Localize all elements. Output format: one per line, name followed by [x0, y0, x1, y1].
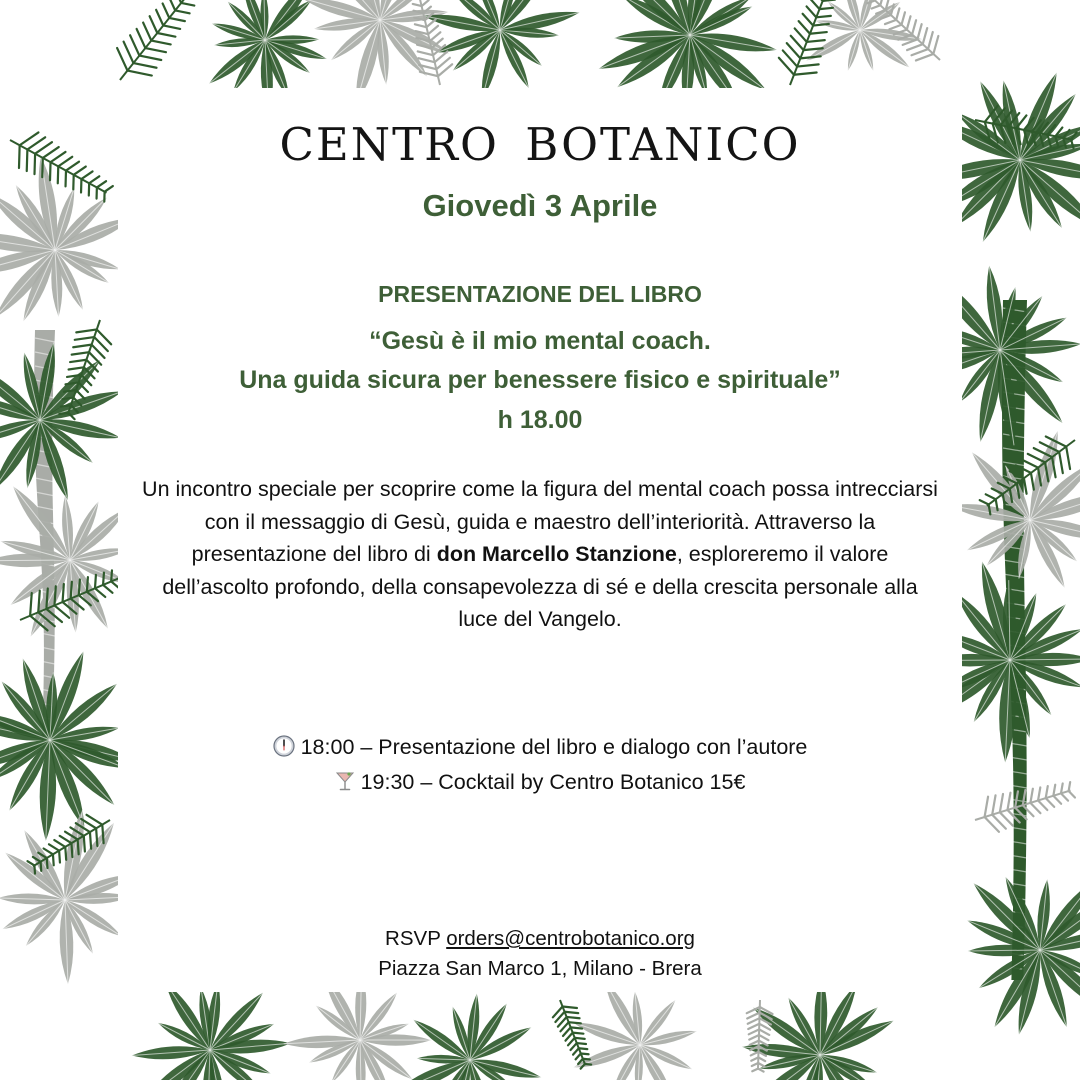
event-card	[118, 88, 962, 992]
schedule	[118, 731, 962, 801]
description-text-2: , esploreremo il valore dell’ascolto profondo, della consapevolezza di sé e della crescita personale alla luce del Vangelo.	[162, 542, 918, 631]
rsvp-label: RSVP	[385, 927, 447, 950]
footer	[118, 924, 962, 984]
description-text-1: Un incontro speciale per scoprire come la figura del mental coach possa intrecciarsi con il messaggio di Gesù, guida e maestro dell’interiorità. Attraverso la presentazione del libro di	[142, 477, 938, 566]
schedule-item	[118, 731, 962, 766]
cocktail-icon	[335, 769, 355, 801]
address: Piazza San Marco 1, Milano - Brera	[378, 957, 702, 980]
book-title-line-1: “Gesù è il mio mental coach.	[369, 327, 711, 355]
rsvp-line	[118, 924, 962, 954]
event-time: h 18.00	[497, 406, 583, 434]
event-kicker: PRESENTAZIONE DEL LIBRO	[378, 281, 702, 307]
event-description	[140, 473, 940, 636]
event-date: Giovedì 3 Aprile	[422, 188, 658, 223]
book-title-line-2: Una guida sicura per benessere fisico e spirituale”	[239, 366, 841, 394]
schedule-item	[118, 766, 962, 801]
clock-icon	[273, 734, 295, 766]
schedule-item-text: 18:00 – Presentazione del libro e dialogo con l’autore	[300, 735, 808, 759]
schedule-item-text: 19:30 – Cocktail by Centro Botanico 15€	[360, 770, 746, 794]
rsvp-email-link[interactable]: orders@centrobotanico.org	[446, 927, 695, 950]
brand-title: CENTRO BOTANICO	[279, 118, 801, 171]
book-title	[118, 322, 962, 400]
author-name: don Marcello Stanzione	[436, 542, 677, 566]
